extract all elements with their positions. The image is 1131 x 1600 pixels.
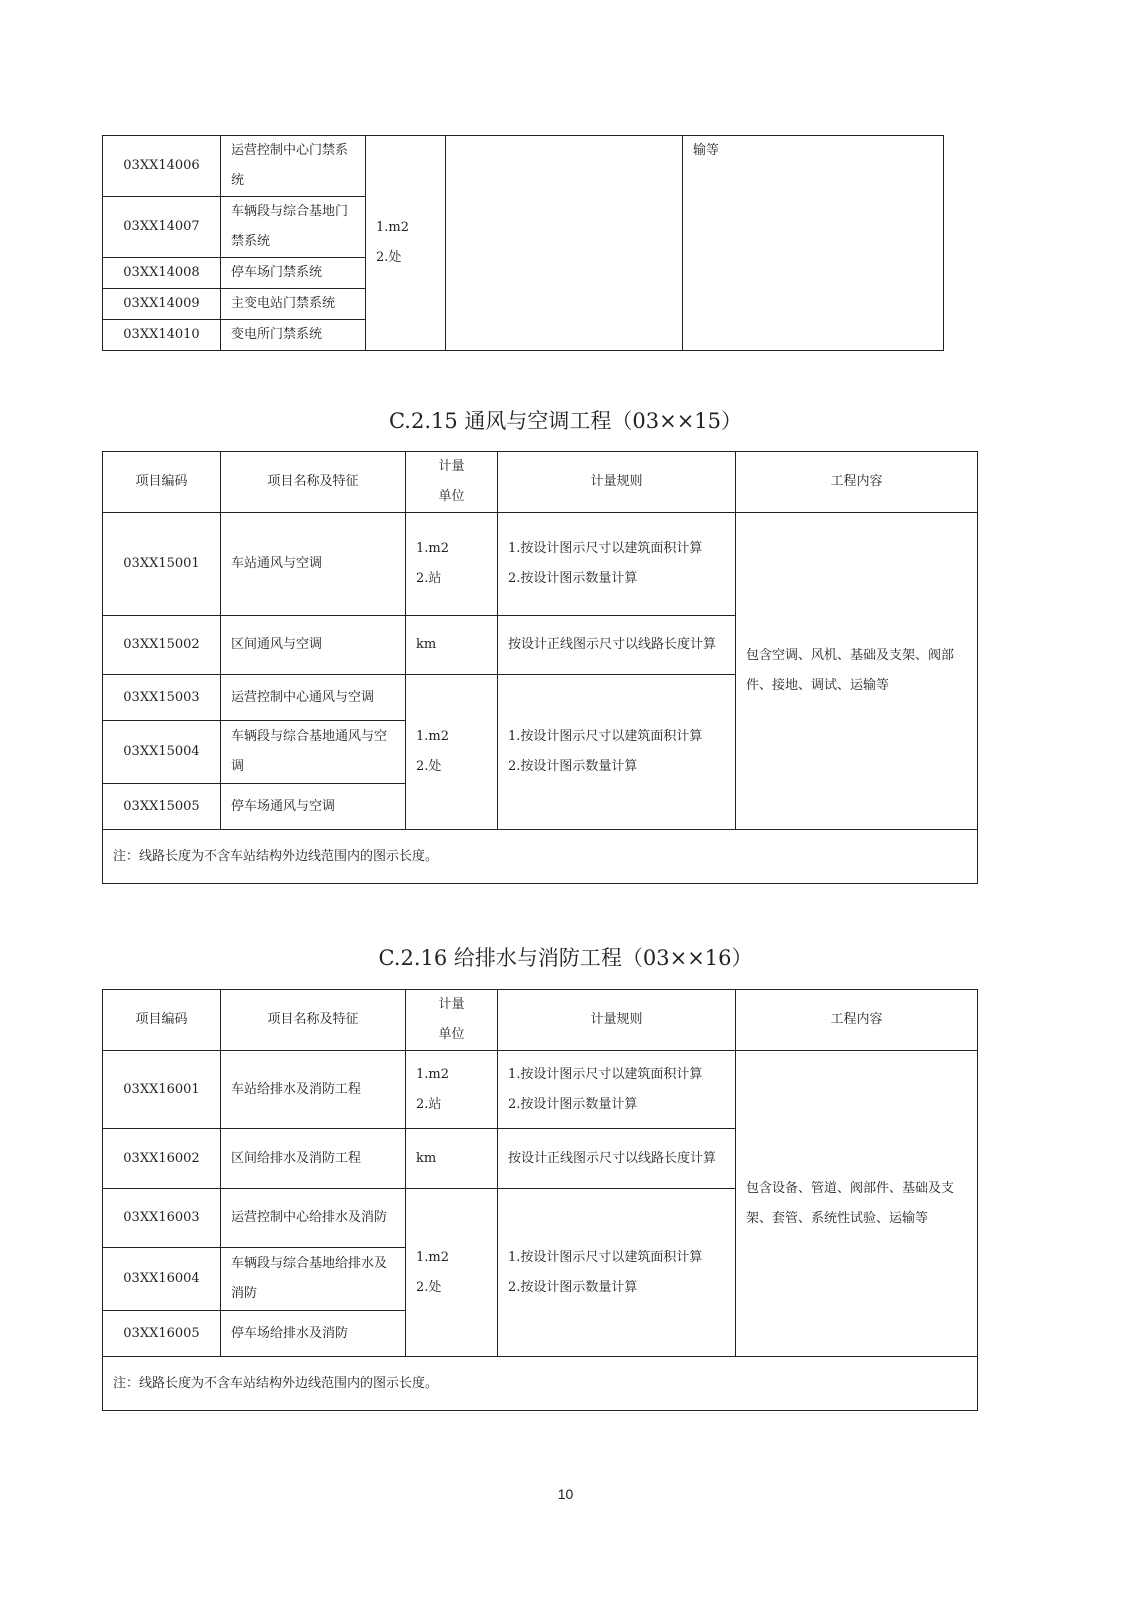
header-code: 项目编码 (103, 990, 221, 1051)
rule-cell: 1.按设计图示尺寸以建筑面积计算 2.按设计图示数量计算 (498, 1189, 736, 1357)
header-content: 工程内容 (736, 452, 978, 513)
item-name: 车辆段与综合基地门禁系统 (221, 197, 366, 258)
item-code: 03XX16004 (103, 1248, 221, 1311)
header-unit: 计量 单位 (406, 990, 498, 1051)
item-name: 车站给排水及消防工程 (221, 1051, 406, 1129)
content-cell: 包含设备、管道、阀部件、基础及支架、套管、系统性试验、运输等 (736, 1051, 978, 1357)
content-cell: 包含空调、风机、基础及支架、阀部件、接地、调试、运输等 (736, 513, 978, 830)
item-code: 03XX15003 (103, 675, 221, 721)
header-rule: 计量规则 (498, 452, 736, 513)
table-note: 注：线路长度为不含车站结构外边线范围内的图示长度。 (103, 1357, 978, 1411)
rule-cell (446, 136, 683, 351)
unit-cell: km (406, 616, 498, 675)
item-code: 03XX15004 (103, 721, 221, 784)
header-name: 项目名称及特征 (221, 990, 406, 1051)
table-note: 注：线路长度为不含车站结构外边线范围内的图示长度。 (103, 830, 978, 884)
item-code: 03XX16002 (103, 1129, 221, 1189)
item-code: 03XX14008 (103, 258, 221, 289)
item-name: 区间通风与空调 (221, 616, 406, 675)
unit-cell: 1.m2 2.处 (406, 1189, 498, 1357)
rule-cell: 按设计正线图示尺寸以线路长度计算 (498, 616, 736, 675)
section-15-title: C.2.15 通风与空调工程（03××15） (388, 409, 743, 433)
item-code: 03XX15001 (103, 513, 221, 616)
item-code: 03XX16001 (103, 1051, 221, 1129)
item-code: 03XX14010 (103, 320, 221, 351)
item-name: 运营控制中心给排水及消防 (221, 1189, 406, 1248)
section-16-table (102, 989, 978, 1411)
page-number: 10 (557, 1486, 574, 1502)
item-code: 03XX16003 (103, 1189, 221, 1248)
item-name: 车辆段与综合基地通风与空调 (221, 721, 406, 784)
item-code: 03XX16005 (103, 1311, 221, 1357)
item-name: 停车场给排水及消防 (221, 1311, 406, 1357)
item-name: 车辆段与综合基地给排水及消防 (221, 1248, 406, 1311)
unit-cell: 1.m2 2.站 (406, 1051, 498, 1129)
rule-cell: 1.按设计图示尺寸以建筑面积计算 2.按设计图示数量计算 (498, 513, 736, 616)
unit-cell: 1.m2 2.处 (366, 136, 446, 351)
unit-cell: km (406, 1129, 498, 1189)
rule-cell: 1.按设计图示尺寸以建筑面积计算 2.按设计图示数量计算 (498, 675, 736, 830)
continuation-table (102, 135, 944, 351)
header-code: 项目编码 (103, 452, 221, 513)
item-name: 停车场通风与空调 (221, 784, 406, 830)
item-code: 03XX15002 (103, 616, 221, 675)
rule-cell: 按设计正线图示尺寸以线路长度计算 (498, 1129, 736, 1189)
item-name: 运营控制中心通风与空调 (221, 675, 406, 721)
unit-cell: 1.m2 2.站 (406, 513, 498, 616)
header-unit: 计量 单位 (406, 452, 498, 513)
section-15-table (102, 451, 978, 884)
header-rule: 计量规则 (498, 990, 736, 1051)
item-name: 主变电站门禁系统 (221, 289, 366, 320)
item-name: 运营控制中心门禁系统 (221, 136, 366, 197)
item-name: 变电所门禁系统 (221, 320, 366, 351)
item-code: 03XX14009 (103, 289, 221, 320)
item-code: 03XX14007 (103, 197, 221, 258)
item-code: 03XX15005 (103, 784, 221, 830)
header-name: 项目名称及特征 (221, 452, 406, 513)
item-name: 车站通风与空调 (221, 513, 406, 616)
item-name: 停车场门禁系统 (221, 258, 366, 289)
rule-cell: 1.按设计图示尺寸以建筑面积计算 2.按设计图示数量计算 (498, 1051, 736, 1129)
item-code: 03XX14006 (103, 136, 221, 197)
header-content: 工程内容 (736, 990, 978, 1051)
content-cell: 输等 (683, 136, 944, 351)
unit-cell: 1.m2 2.处 (406, 675, 498, 830)
item-name: 区间给排水及消防工程 (221, 1129, 406, 1189)
section-16-title: C.2.16 给排水与消防工程（03××16） (378, 946, 753, 970)
